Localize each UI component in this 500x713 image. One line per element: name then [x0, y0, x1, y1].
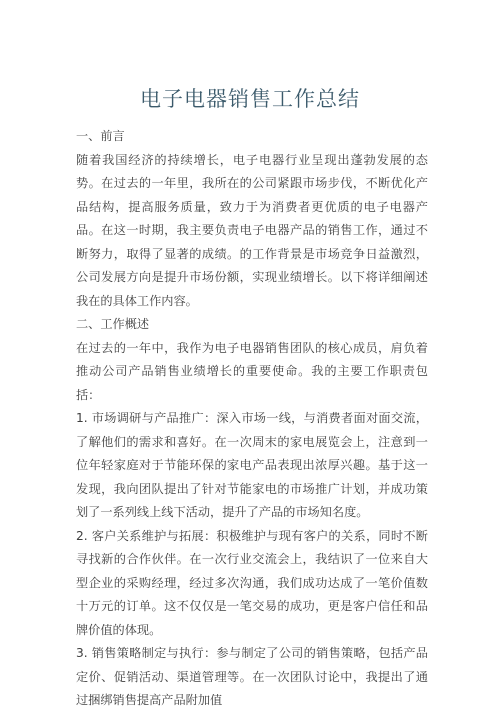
document-body: [76, 125, 428, 713]
paragraph-item-1: 1. 市场调研与产品推广：深入市场一线，与消费者面对面交流，了解他们的需求和喜好。在一次周末的家电展览会上，注意到一位年轻家庭对于节能环保的家电产品表现出浓厚兴趣。基于这一发现，我向团队提出了针对节能家电的市场推广计划，并成功策划了一系列线上线下活动，提升了产品的市场知名度。: [76, 411, 428, 519]
section-heading-preface: 一、前言: [76, 129, 125, 143]
paragraph-preface: 随着我国经济的持续增长，电子电器行业呈现出蓬勃发展的态势。在过去的一年里，我所在的公司紧跟市场步伐，不断优化产品结构，提高服务质量，致力于为消费者更优质的电子电器产品。在这一时期，我主要负责电子电器产品的销售工作，通过不断努力，取得了显著的成绩。的工作背景是市场竞争日益激烈，公司发展方向是提升市场份额，实现业绩增长。以下将详细阐述我在的具体工作内容。: [76, 152, 428, 308]
paragraph-overview-intro: 在过去的一年中，我作为电子电器销售团队的核心成员，肩负着推动公司产品销售业绩增长的重要使命。我的主要工作职责包括：: [76, 340, 428, 402]
paragraph-item-3: 3. 销售策略制定与执行：参与制定了公司的销售策略，包括产品定价、促销活动、渠道管理等。在一次团队讨论中，我提出了通过捆绑销售提高产品附加值: [76, 646, 428, 707]
paragraph-item-2: 2. 客户关系维护与拓展：积极维护与现有客户的关系，同时不断寻找新的合作伙伴。在一次行业交流会上，我结识了一位来自大型企业的采购经理，经过多次沟通，我们成功达成了一笔价值数十万元的订单。这不仅仅是一笔交易的成功，更是客户信任和品牌价值的体现。: [76, 528, 428, 637]
section-heading-overview: 二、工作概述: [76, 317, 150, 331]
document-title: 电子电器销售工作总结: [140, 87, 360, 111]
